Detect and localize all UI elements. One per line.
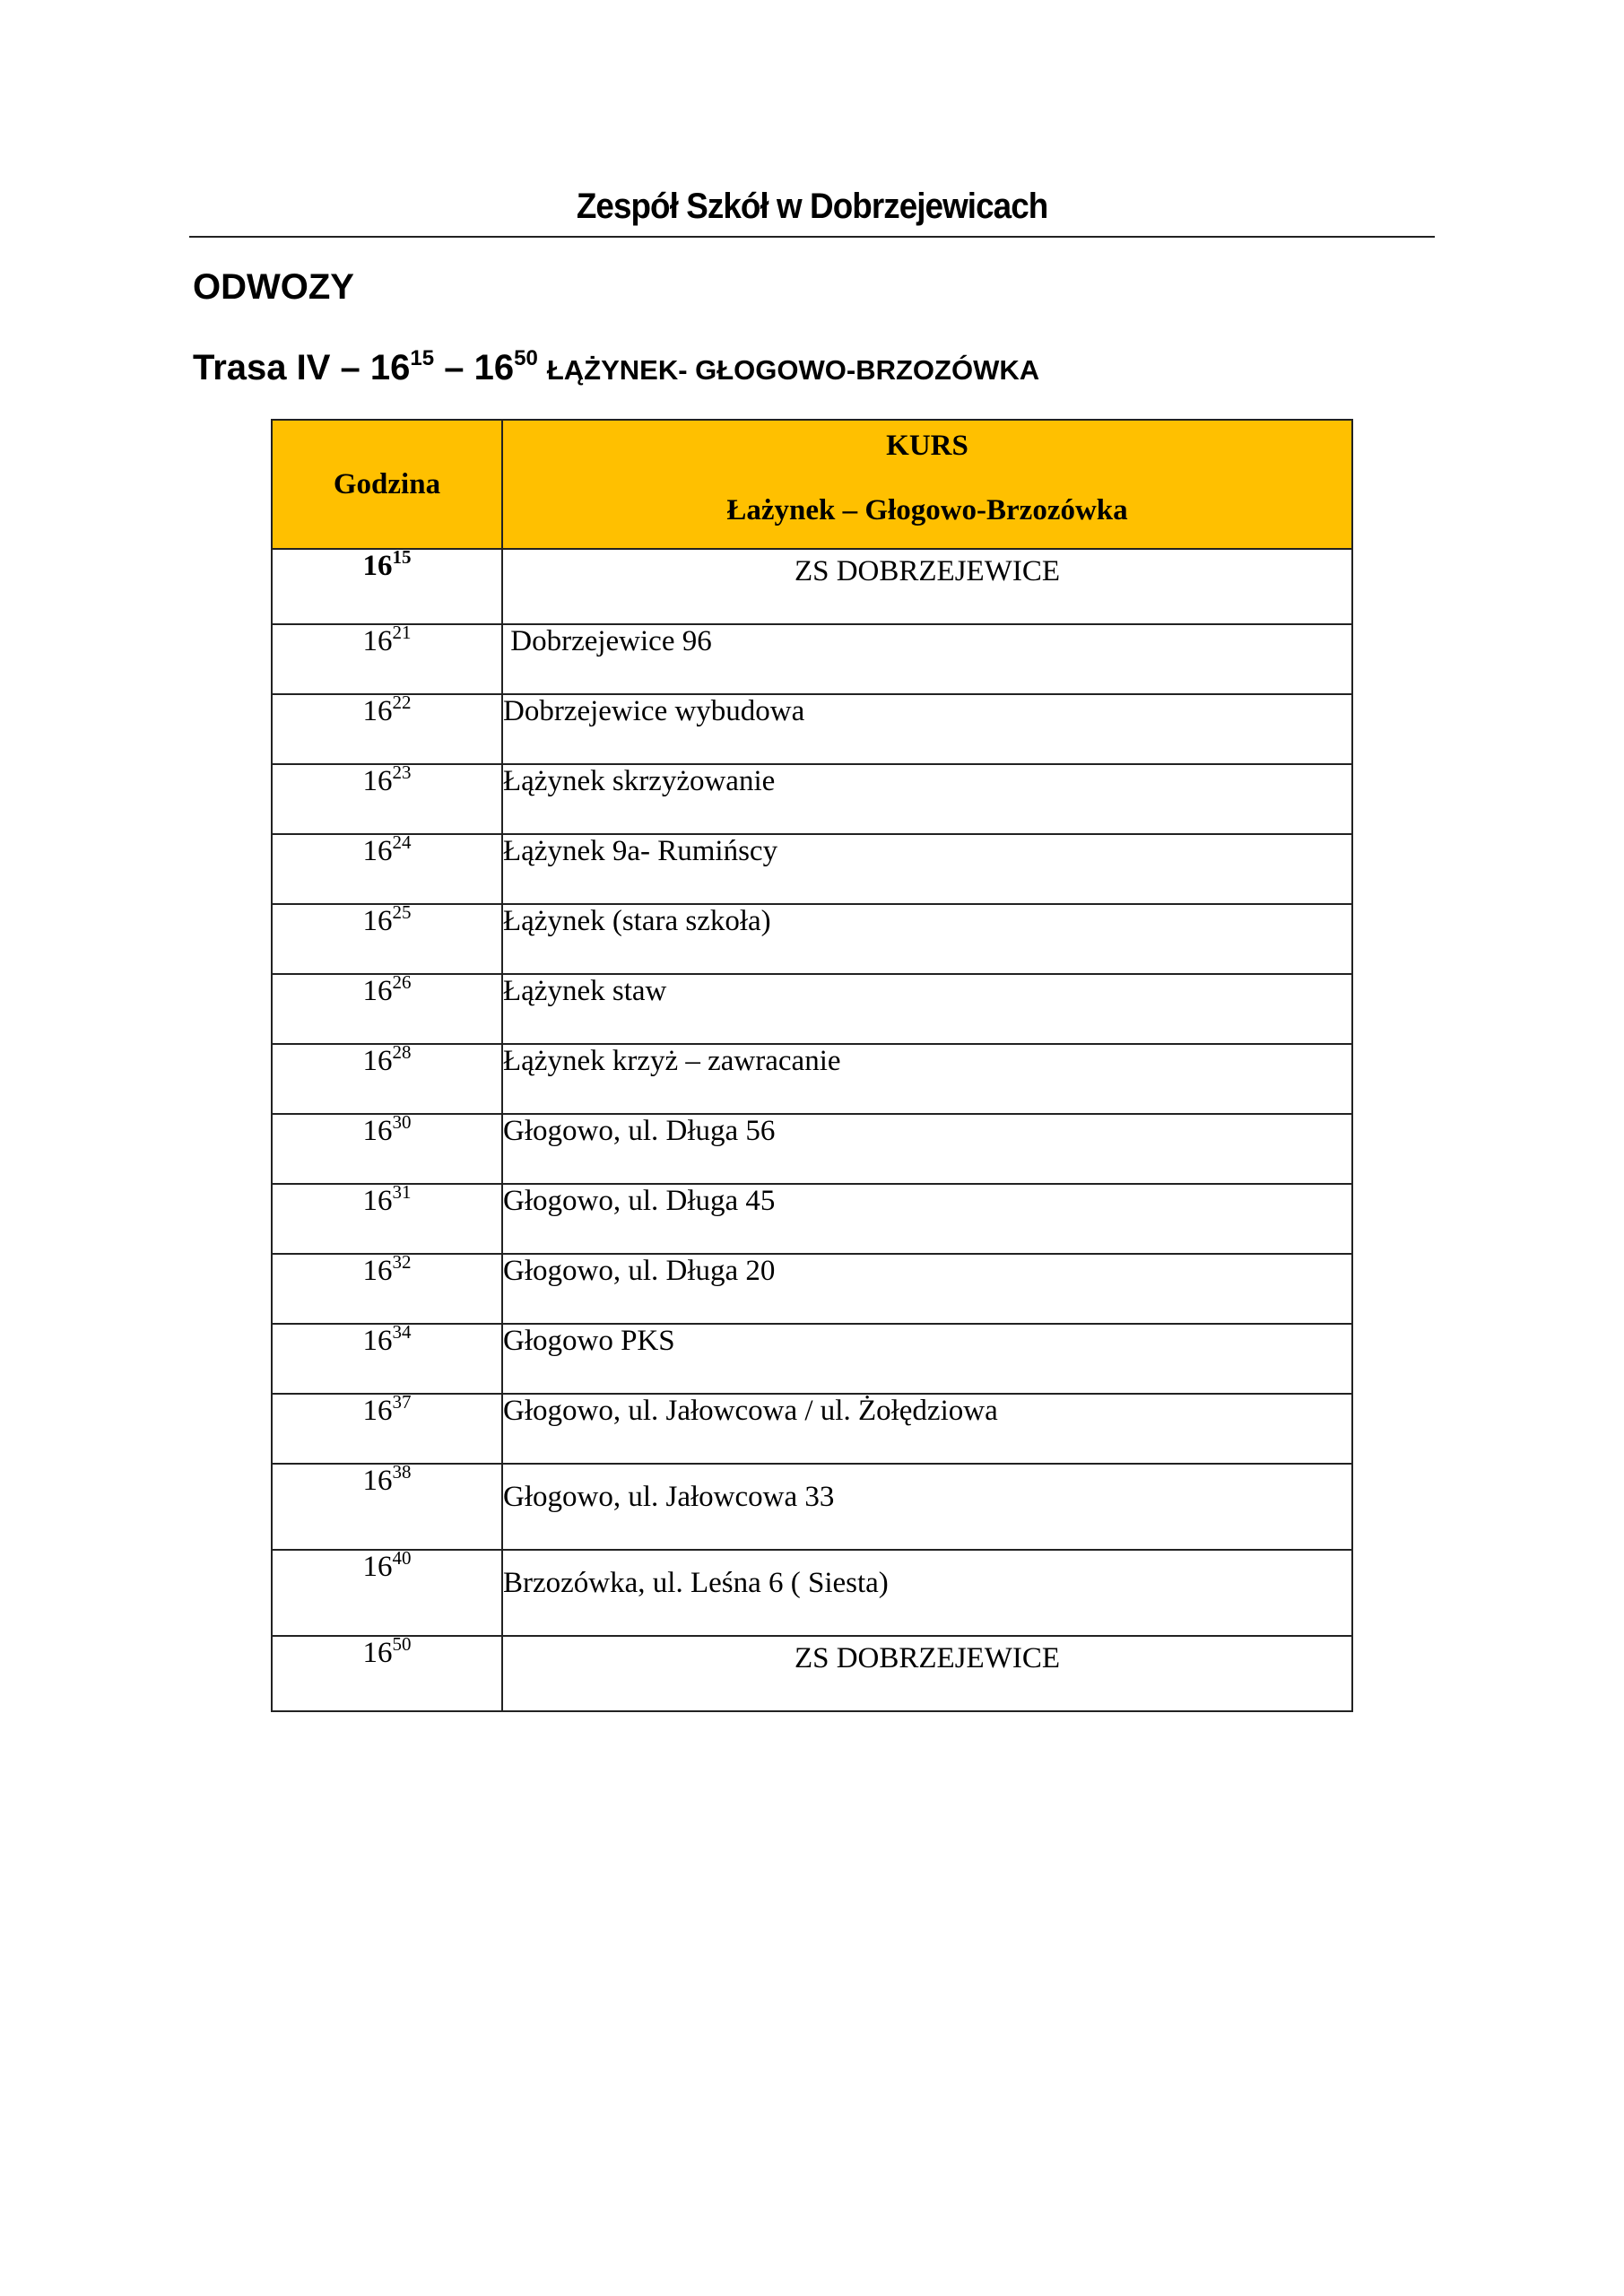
table-row <box>272 549 1352 624</box>
time-hour: 16 <box>362 625 393 657</box>
row-time <box>272 1321 502 1394</box>
time-minute: 28 <box>392 1041 412 1063</box>
row-stop: Głogowo, ul. Jałowcowa / ul. Żołędziowa <box>502 1394 1352 1464</box>
row-stop: ZS DOBRZEJEWICE <box>502 1636 1352 1711</box>
time-hour: 16 <box>362 835 393 867</box>
row-stop: Łążynek 9a- Rumińscy <box>502 834 1352 904</box>
time-minute: 15 <box>392 546 412 568</box>
route-separator: – <box>434 348 474 387</box>
row-time <box>272 1111 502 1184</box>
time-minute: 23 <box>392 761 412 783</box>
table-row <box>272 1254 1352 1324</box>
title-divider <box>189 236 1435 238</box>
row-stop: Dobrzejewice wybudowa <box>502 694 1352 764</box>
row-stop: Głogowo PKS <box>502 1324 1352 1394</box>
time-hour: 16 <box>362 695 393 727</box>
time-minute: 37 <box>392 1391 412 1413</box>
table-row <box>272 1184 1352 1254</box>
table-row <box>272 694 1352 764</box>
time-hour: 16 <box>362 1255 393 1287</box>
row-time <box>272 546 502 624</box>
table-row <box>272 624 1352 694</box>
table-row <box>272 1550 1352 1636</box>
time-hour: 16 <box>362 975 393 1007</box>
row-time <box>272 1391 502 1464</box>
row-time <box>272 691 502 764</box>
row-time <box>272 1547 502 1636</box>
time-minute: 38 <box>392 1461 412 1483</box>
table-row <box>272 904 1352 974</box>
table-row <box>272 1464 1352 1550</box>
row-time <box>272 971 502 1044</box>
time-hour: 16 <box>362 1185 393 1217</box>
header-course-route: Łażynek – Głogowo-Brzozówka <box>726 494 1128 526</box>
route-start-min: 15 <box>410 346 435 370</box>
time-hour: 16 <box>362 1115 393 1147</box>
time-minute: 30 <box>392 1111 412 1133</box>
time-hour: 16 <box>362 1637 393 1669</box>
time-minute: 34 <box>392 1321 412 1343</box>
route-name: ŁĄŻYNEK- GŁOGOWO-BRZOZÓWKA <box>546 354 1040 386</box>
row-time <box>272 831 502 904</box>
time-hour: 16 <box>362 1045 393 1077</box>
row-stop: Łążynek staw <box>502 974 1352 1044</box>
time-minute: 40 <box>392 1547 412 1569</box>
row-stop: Łążynek (stara szkoła) <box>502 904 1352 974</box>
schedule-rows <box>272 546 1352 1711</box>
time-minute: 31 <box>392 1181 412 1203</box>
section-heading: ODWOZY <box>193 267 354 307</box>
row-stop: Głogowo, ul. Długa 56 <box>502 1114 1352 1184</box>
row-stop: Dobrzejewice 96 <box>502 624 1352 694</box>
schedule-table <box>271 419 1353 1712</box>
row-stop: Głogowo, ul. Długa 45 <box>502 1184 1352 1254</box>
row-stop: ZS DOBRZEJEWICE <box>502 549 1352 624</box>
table-row <box>272 974 1352 1044</box>
row-time <box>272 901 502 974</box>
time-hour: 16 <box>362 1465 393 1497</box>
table-header-row <box>272 420 1352 549</box>
row-time <box>272 1461 502 1550</box>
table-row <box>272 1636 1352 1711</box>
row-stop: Brzozówka, ul. Leśna 6 ( Siesta) <box>502 1550 1352 1636</box>
header-course <box>502 420 1352 549</box>
document-title <box>0 185 1624 228</box>
route-prefix: Trasa IV – <box>193 348 370 387</box>
route-start-hour: 16 <box>369 348 411 387</box>
row-stop: Łążynek skrzyżowanie <box>502 764 1352 834</box>
time-minute: 32 <box>392 1251 412 1273</box>
time-minute: 24 <box>392 831 412 853</box>
header-course-label: KURS <box>886 430 968 462</box>
header-time: Godzina <box>272 420 502 549</box>
time-minute: 21 <box>392 622 412 643</box>
table-row <box>272 1044 1352 1114</box>
time-hour: 16 <box>362 1551 393 1583</box>
row-stop: Głogowo, ul. Długa 20 <box>502 1254 1352 1324</box>
time-hour: 16 <box>362 1395 393 1427</box>
row-time <box>272 624 502 694</box>
route-heading <box>193 344 1039 394</box>
row-stop: Łążynek krzyż – zawracanie <box>502 1044 1352 1114</box>
row-time <box>272 1633 502 1711</box>
time-hour: 16 <box>362 1325 393 1357</box>
table-row <box>272 1114 1352 1184</box>
time-minute: 26 <box>392 971 412 993</box>
row-stop: Głogowo, ul. Jałowcowa 33 <box>502 1464 1352 1550</box>
table-row <box>272 764 1352 834</box>
table-row <box>272 834 1352 904</box>
document-title-text: Zespół Szkół w Dobrzejewicach <box>576 187 1048 226</box>
time-hour: 16 <box>362 550 393 582</box>
time-minute: 22 <box>392 691 412 713</box>
route-end-hour: 16 <box>473 348 515 387</box>
time-minute: 25 <box>392 901 412 923</box>
route-end-min: 50 <box>514 346 538 370</box>
row-time <box>272 1041 502 1114</box>
row-time <box>272 1251 502 1324</box>
table-row <box>272 1394 1352 1464</box>
time-minute: 50 <box>392 1633 412 1655</box>
time-hour: 16 <box>362 765 393 797</box>
table-row <box>272 1324 1352 1394</box>
row-time <box>272 1181 502 1254</box>
row-time <box>272 761 502 834</box>
time-hour: 16 <box>362 905 393 937</box>
